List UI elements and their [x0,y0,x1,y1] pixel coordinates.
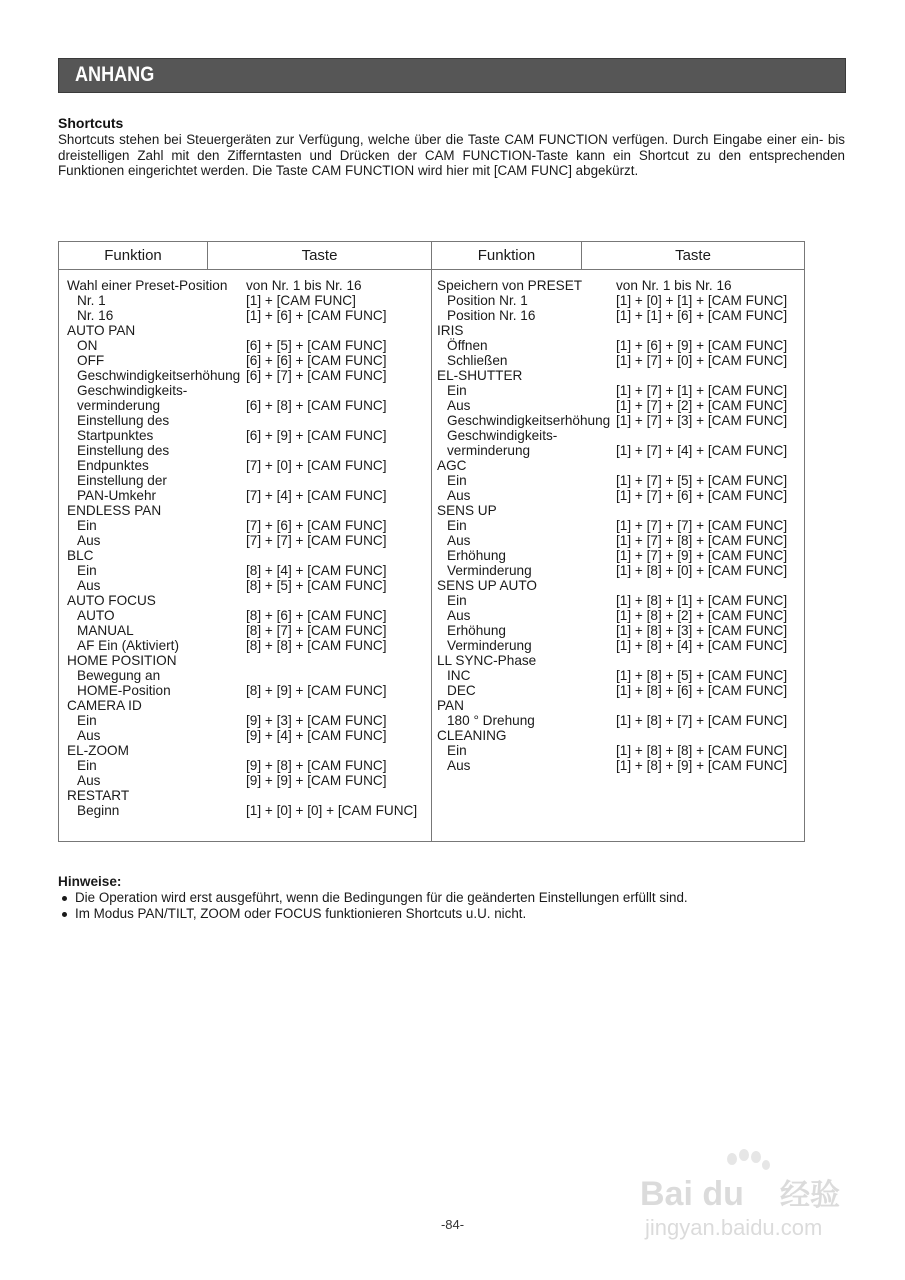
left_func-row: BLC [67,548,94,563]
right_func-row: AGC [437,458,467,473]
left-function-column [67,278,240,818]
right_func-row: Verminderung [447,638,532,653]
right_key-row: [1] + [7] + [2] + [CAM FUNC] [616,398,788,413]
right_key-row [616,323,787,338]
watermark-cn: 经验 [780,1179,840,1212]
left_key-row: [9] + [8] + [CAM FUNC] [246,758,387,773]
left_key-row: [9] + [9] + [CAM FUNC] [246,773,387,788]
center-divider [431,242,432,841]
left_func-row: RESTART [67,788,130,803]
section-header-bar [58,58,846,93]
right_func-row: IRIS [437,323,464,338]
left_func-row: Aus [77,773,101,788]
left_key-row: [6] + [8] + [CAM FUNC] [246,398,387,413]
chapter-title: ANHANG [75,63,155,86]
left_key-row [246,443,417,458]
right_func-row: Ein [447,473,467,488]
right_key-row: [1] + [8] + [5] + [CAM FUNC] [616,668,788,683]
right_key-row [616,428,787,443]
left_func-row: Ein [77,563,97,578]
left_func-row: OFF [77,353,105,368]
right_func-row: Geschwindigkeits- [447,428,558,443]
left_func-row: AUTO PAN [67,323,136,338]
right-key-column [616,278,787,773]
right_func-row: Ein [447,593,467,608]
header-divider-1 [207,242,208,270]
right_func-row: Geschwindigkeitserhöhung [447,413,611,428]
shortcut-table [58,241,805,842]
right_key-row [616,728,787,743]
left_key-row: [7] + [7] + [CAM FUNC] [246,533,387,548]
right_func-row: Ein [447,383,467,398]
left_key-row [246,788,417,803]
left_func-row: AF Ein (Aktiviert) [77,638,179,653]
right_key-row: [1] + [8] + [3] + [CAM FUNC] [616,623,788,638]
left_func-row: Einstellung der [77,473,167,488]
left_key-row: [6] + [7] + [CAM FUNC] [246,368,387,383]
right_key-row: [1] + [7] + [9] + [CAM FUNC] [616,548,788,563]
right_key-row: [1] + [7] + [1] + [CAM FUNC] [616,383,788,398]
left_func-row: Ein [77,713,97,728]
left_func-row: Beginn [77,803,120,818]
right_func-row: Position Nr. 1 [447,293,528,308]
left_func-row: Ein [77,518,97,533]
right_key-row [616,698,787,713]
right_key-row: [1] + [7] + [4] + [CAM FUNC] [616,443,788,458]
left_key-row: [9] + [3] + [CAM FUNC] [246,713,387,728]
left_key-row: [8] + [6] + [CAM FUNC] [246,608,387,623]
right_func-row: CLEANING [437,728,507,743]
left_func-row: Nr. 16 [77,308,114,323]
left_key-row [246,743,417,758]
right_func-row: Verminderung [447,563,532,578]
left_func-row: Aus [77,578,101,593]
right_func-row: INC [447,668,471,683]
header-funktion-right: Funktion [477,247,536,264]
left_key-row [246,413,417,428]
right_func-row: SENS UP [437,503,497,518]
right_func-row: LL SYNC-Phase [437,653,537,668]
right_func-row: Aus [447,758,471,773]
right_key-row [616,578,787,593]
left_func-row: ON [77,338,98,353]
left_func-row: Endpunktes [77,458,149,473]
left_key-row [246,653,417,668]
note-item: Die Operation wird erst ausgeführt, wenn die Bedingungen für die geänderten Einstellungen erfüllt sind. [58,890,688,906]
right_func-row: Aus [447,533,471,548]
left_func-row: Bewegung an [77,668,161,683]
left_key-row: [1] + [0] + [0] + [CAM FUNC] [246,803,418,818]
right_func-row: Position Nr. 16 [447,308,536,323]
left_func-row: Geschwindigkeitserhöhung [77,368,241,383]
left_func-row: AUTO [77,608,115,623]
section-heading: Shortcuts [58,115,124,131]
left_key-row [246,668,417,683]
left_func-row: Einstellung des [77,443,170,458]
left_func-row: Einstellung des [77,413,170,428]
left_func-row: verminderung [77,398,161,413]
notes-list [58,890,688,922]
watermark-url: jingyan.baidu.com [645,1215,823,1240]
right_key-row: [1] + [0] + [1] + [CAM FUNC] [616,293,788,308]
right_func-row: Aus [447,608,471,623]
left_key-row [246,473,417,488]
right_func-row: verminderung [447,443,531,458]
right_func-row: Aus [447,398,471,413]
left_key-row: [7] + [0] + [CAM FUNC] [246,458,387,473]
left_func-row: Wahl einer Preset-Position [67,278,228,293]
left_func-row: Startpunktes [77,428,154,443]
left_func-row: Aus [77,533,101,548]
left_func-row: MANUAL [77,623,134,638]
left_key-row [246,593,417,608]
note-item: Im Modus PAN/TILT, ZOOM oder FOCUS funktionieren Shortcuts u.U. nicht. [58,906,688,922]
left_key-row: [8] + [9] + [CAM FUNC] [246,683,387,698]
left_func-row: Geschwindigkeits- [77,383,188,398]
right_func-row: DEC [447,683,476,698]
left_func-row: PAN-Umkehr [77,488,157,503]
header-taste-right: Taste [675,247,711,264]
left_key-row: von Nr. 1 bis Nr. 16 [246,278,362,293]
right_func-row: SENS UP AUTO [437,578,537,593]
right_func-row: EL-SHUTTER [437,368,523,383]
left_func-row: Nr. 1 [77,293,106,308]
header-taste-left: Taste [301,247,338,264]
watermark-brand: Bai du [640,1175,744,1213]
right_key-row: [1] + [7] + [7] + [CAM FUNC] [616,518,788,533]
right_key-row: [1] + [8] + [8] + [CAM FUNC] [616,743,788,758]
right_func-row: Öffnen [447,338,488,353]
left_key-row [246,548,417,563]
right_key-row: [1] + [8] + [7] + [CAM FUNC] [616,713,788,728]
right_key-row: [1] + [1] + [6] + [CAM FUNC] [616,308,788,323]
header-divider-3 [581,242,582,270]
right_key-row: [1] + [8] + [4] + [CAM FUNC] [616,638,788,653]
left_key-row [246,383,417,398]
right_key-row [616,653,787,668]
right_func-row: Schließen [447,353,508,368]
right_func-row: Speichern von PRESET [437,278,583,293]
right-function-column [437,278,610,773]
left_func-row: Ein [77,758,97,773]
left_key-row: [8] + [4] + [CAM FUNC] [246,563,387,578]
right_key-row: von Nr. 1 bis Nr. 16 [616,278,732,293]
left_key-row [246,698,417,713]
right_key-row: [1] + [7] + [3] + [CAM FUNC] [616,413,788,428]
header-funktion-left: Funktion [104,247,162,264]
right_func-row: Erhöhung [447,548,506,563]
right_key-row [616,368,787,383]
right_func-row: Ein [447,743,467,758]
right_key-row [616,503,787,518]
right_key-row: [1] + [7] + [0] + [CAM FUNC] [616,353,788,368]
paw-logo-icon [727,1149,770,1170]
left_func-row: HOME POSITION [67,653,177,668]
right_key-row: [1] + [8] + [2] + [CAM FUNC] [616,608,788,623]
left_func-row: EL-ZOOM [67,743,129,758]
right_key-row [616,458,787,473]
left-key-column [246,278,417,818]
left_key-row: [7] + [6] + [CAM FUNC] [246,518,387,533]
right_key-row: [1] + [6] + [9] + [CAM FUNC] [616,338,788,353]
left_func-row: AUTO FOCUS [67,593,156,608]
notes-heading: Hinweise: [58,874,122,889]
left_key-row: [1] + [6] + [CAM FUNC] [246,308,387,323]
left_key-row: [6] + [5] + [CAM FUNC] [246,338,387,353]
left_key-row: [6] + [9] + [CAM FUNC] [246,428,387,443]
right_key-row: [1] + [8] + [9] + [CAM FUNC] [616,758,788,773]
right_key-row: [1] + [8] + [6] + [CAM FUNC] [616,683,788,698]
left_key-row: [8] + [8] + [CAM FUNC] [246,638,387,653]
right_key-row: [1] + [7] + [5] + [CAM FUNC] [616,473,788,488]
left_func-row: ENDLESS PAN [67,503,162,518]
left_key-row: [8] + [7] + [CAM FUNC] [246,623,387,638]
right_key-row: [1] + [8] + [0] + [CAM FUNC] [616,563,788,578]
right_func-row: 180 ° Drehung [447,713,535,728]
left_key-row: [9] + [4] + [CAM FUNC] [246,728,387,743]
left_key-row: [1] + [CAM FUNC] [246,293,356,308]
baidu-watermark [640,1145,855,1245]
left_func-row: Aus [77,728,101,743]
right_func-row: Erhöhung [447,623,506,638]
right_key-row: [1] + [8] + [1] + [CAM FUNC] [616,593,788,608]
left_key-row: [8] + [5] + [CAM FUNC] [246,578,387,593]
right_func-row: Ein [447,518,467,533]
left_key-row [246,323,417,338]
left_key-row: [6] + [6] + [CAM FUNC] [246,353,387,368]
right_key-row: [1] + [7] + [8] + [CAM FUNC] [616,533,788,548]
left_func-row: HOME-Position [77,683,171,698]
left_func-row: CAMERA ID [67,698,142,713]
right_func-row: Aus [447,488,471,503]
intro-paragraph: Shortcuts stehen bei Steuergeräten zur Verfügung, welche über die Taste CAM FUNCTION verfügen. Durch Eingabe einer ein- bis dreistelligen Zahl mit den Zifferntasten und Drücken der CAM FUNCTION-Taste kann ein Shortcut zu den entsprechenden Funktionen eingerichtet werden. Die Taste CAM FUNCTION wird hier mit [CAM FUNC] abgekürzt. [58,132,845,178]
page-number: -84- [440,1217,465,1232]
right_key-row: [1] + [7] + [6] + [CAM FUNC] [616,488,788,503]
left_key-row [246,503,417,518]
right_func-row: PAN [437,698,464,713]
left_key-row: [7] + [4] + [CAM FUNC] [246,488,387,503]
